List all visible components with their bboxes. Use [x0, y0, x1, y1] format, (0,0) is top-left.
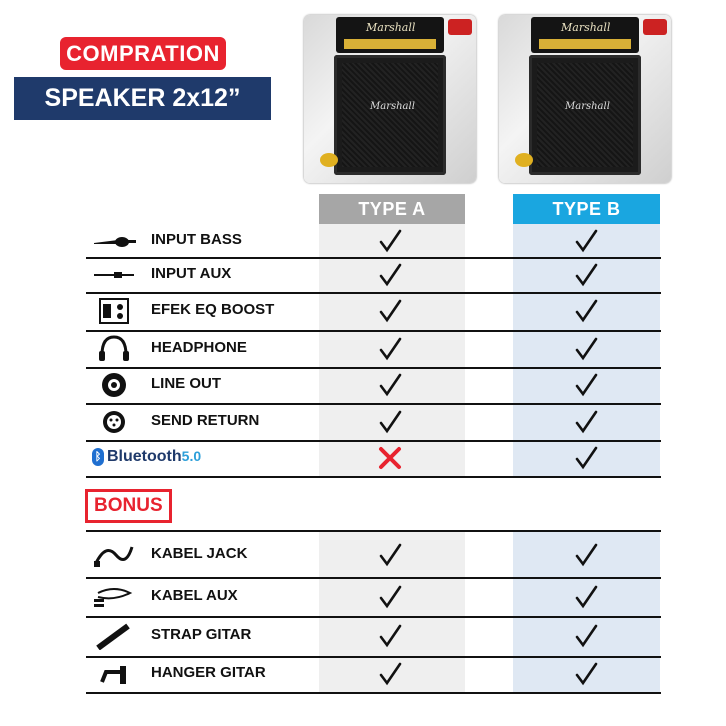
feature-label: LINE OUT: [151, 375, 221, 392]
check-icon: [377, 262, 403, 288]
guitar-hanger-icon: [92, 660, 136, 688]
amp-photo-type-a: Marshall Marshall: [304, 15, 476, 183]
aux-jack-icon: [92, 261, 136, 289]
comparison-badge: COMPRATION: [60, 37, 226, 70]
check-icon: [573, 661, 599, 687]
row-divider: [86, 292, 661, 294]
check-icon: [377, 228, 403, 254]
feature-label: EFEK EQ BOOST: [151, 301, 275, 318]
feature-label: HANGER GITAR: [151, 664, 266, 681]
bass-guitar-icon: [92, 227, 136, 255]
line-out-jack-icon: [92, 371, 136, 399]
column-header-type-a: TYPE A: [319, 194, 465, 224]
check-icon: [573, 228, 599, 254]
feature-label: HEADPHONE: [151, 338, 247, 356]
bonus-label: BONUS: [85, 489, 172, 523]
check-icon: [377, 623, 403, 649]
bluetooth-label: [92, 448, 201, 466]
check-icon: [377, 336, 403, 362]
cross-icon: [377, 445, 403, 471]
bluetooth-version: 5.0: [181, 448, 202, 465]
check-icon: [377, 584, 403, 610]
row-divider: [86, 692, 661, 694]
check-icon: [573, 445, 599, 471]
row-divider: [86, 257, 661, 259]
check-icon: [573, 298, 599, 324]
row-divider: [86, 530, 661, 532]
column-header-type-b: TYPE B: [513, 194, 660, 224]
feature-label: KABEL AUX: [151, 586, 238, 604]
check-icon: [377, 409, 403, 435]
row-divider: [86, 577, 661, 579]
feature-label: SEND RETURN: [151, 411, 260, 429]
check-icon: [573, 584, 599, 610]
check-icon: [573, 262, 599, 288]
row-divider: [86, 330, 661, 332]
row-divider: [86, 616, 661, 618]
eq-knobs-icon: [92, 297, 136, 325]
check-icon: [573, 336, 599, 362]
guitar-strap-icon: [92, 622, 136, 650]
amp-photo-type-b: Marshall Marshall: [499, 15, 671, 183]
check-icon: [573, 542, 599, 568]
row-divider: [86, 656, 661, 658]
check-icon: [377, 542, 403, 568]
jack-cable-icon: [92, 541, 136, 569]
check-icon: [573, 372, 599, 398]
row-divider: [86, 476, 661, 478]
page-title: SPEAKER 2x12”: [14, 77, 271, 120]
check-icon: [377, 661, 403, 687]
feature-label: INPUT BASS: [151, 230, 242, 248]
check-icon: [573, 623, 599, 649]
feature-label: INPUT AUX: [151, 264, 232, 282]
feature-label: STRAP GITAR: [151, 626, 252, 643]
row-divider: [86, 440, 661, 442]
headphone-icon: [92, 335, 136, 363]
bluetooth-text: Bluetooth: [107, 448, 182, 466]
aux-cable-icon: [92, 583, 136, 611]
row-divider: [86, 367, 661, 369]
check-icon: [573, 409, 599, 435]
xlr-connector-icon: [92, 408, 136, 436]
check-icon: [377, 298, 403, 324]
feature-label: KABEL JACK: [151, 544, 248, 562]
check-icon: [377, 372, 403, 398]
bluetooth-icon: ᛒ: [92, 448, 104, 466]
row-divider: [86, 403, 661, 405]
